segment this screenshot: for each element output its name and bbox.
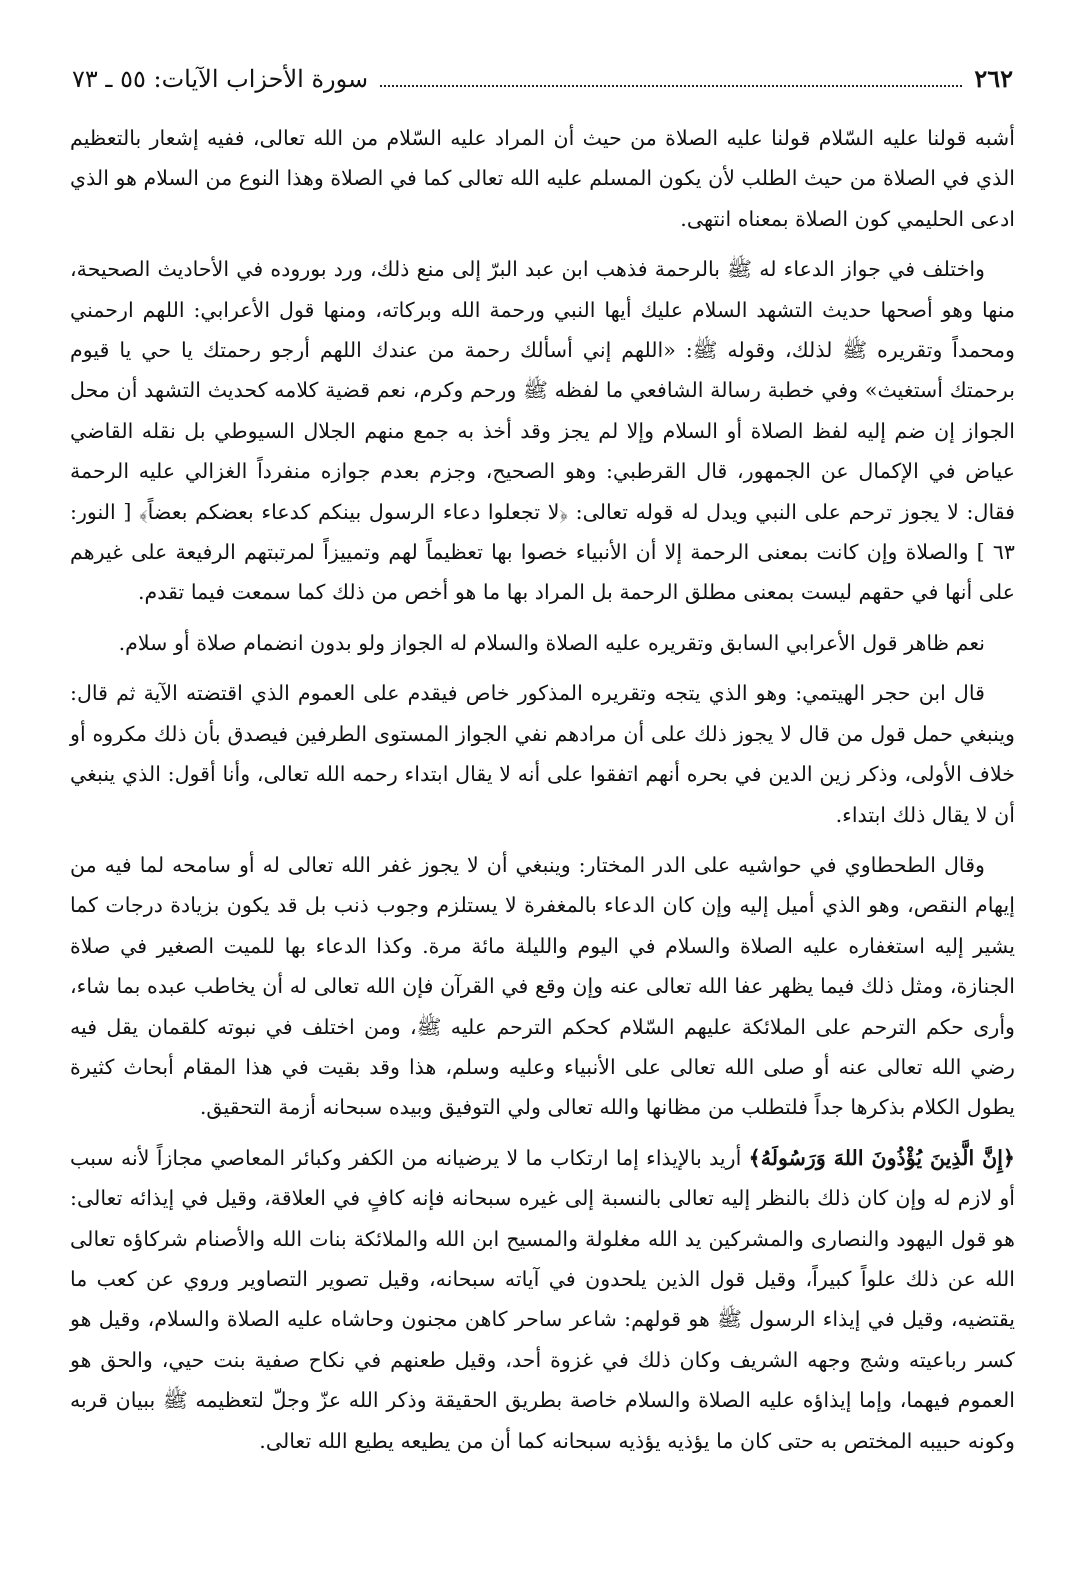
- page-number: ٢٦٢: [974, 64, 1013, 93]
- paragraph-4: قال ابن حجر الهيتمي: وهو الذي يتجه وتقريره المذكور خاص فيقدم على العموم الذي اقتضته الآية ثم قال: وينبغي حمل قول من قال لا يجوز ذلك على أن مرادهم نفي الجواز المستوى الطرفين فيصدق بأن ذلك مكروه أو خلاف الأولى، وذكر زين الدين في بحره أنهم اتفقوا على أنه لا يقال ابتداء رحمه الله تعالى، وأنا أقول: الذي ينبغي أن لا يقال ذلك ابتداء.: [70, 681, 1015, 827]
- paragraph-3: نعم ظاهر قول الأعرابي السابق وتقريره عليه الصلاة والسلام له الجواز ولو بدون انضمام صلاة أو سلام.: [118, 630, 985, 655]
- running-title: سورة الأحزاب الآيات: ٥٥ ـ ٧٣: [72, 65, 369, 93]
- quran-verse: ﴿إِنَّ الَّذِينَ يُؤْذُونَ اللهَ وَرَسُولَهُ﴾: [748, 1145, 1015, 1170]
- paragraph-5: وقال الطحطاوي في حواشيه على الدر المختار: وينبغي أن لا يجوز غفر الله تعالى له أو سامحه لما فيه من إيهام النقص، وهو الذي أميل إليه وإن كان الدعاء بالمغفرة لا يستلزم وجوب ذنب بل قد يكون بزيادة درجات كما يشير إليه استغفاره عليه الصلاة والسلام في اليوم والليلة مائة مرة. وكذا الدعاء بها للميت الصغير في صلاة الجنازة، ومثل ذلك فيما يظهر عفا الله تعالى عنه وإن وقع في القرآن فإن الله تعالى له أن يخاطب عبده بما شاء، وأرى حكم الترحم على الملائكة عليهم السّلام كحكم الترحم عليه ﷺ، ومن اختلف في نبوته كلقمان يقل فيه رضي الله تعالى عنه أو صلى الله تعالى على الأنبياء وعليه وسلم، هذا وقد بقيت في هذا المقام أبحاث كثيرة يطول الكلام بذكرها جداً فلتطلب من مظانها والله تعالى ولي التوفيق وبيده سبحانه أزمة التحقيق.: [70, 852, 1015, 1120]
- header-leader-dots: [380, 67, 962, 87]
- paragraph-2: واختلف في جواز الدعاء له ﷺ بالرحمة فذهب ابن عبد البرّ إلى منع ذلك، ورد بوروده في الأحاديث الصحيحة، منها وهو أصحها حديث التشهد السلام عليك أيها النبي ورحمة الله وبركاته، ومنها قول الأعرابي: اللهم ارحمني ومحمداً وتقريره ﷺ لذلك، وقوله ﷺ: «اللهم إني أسألك رحمة من عندك اللهم أرجو رحمتك يا حي يا قيوم برحمتك أستغيث» وفي خطبة رسالة الشافعي ما لفظه ﷺ ورحم وكرم، نعم قضية كلامه كحديث التشهد أن محل الجواز إن ضم إليه لفظ الصلاة أو السلام وإلا لم يجز وقد أخذ به جمع منهم الجلال السيوطي بل نقله القاضي عياض في الإكمال عن الجمهور، قال القرطبي: وهو الصحيح، وجزم بعدم جوازه منفرداً الغزالي عليه الرحمة فقال: لا يجوز ترحم على النبي ويدل له قوله تعالى: ﴿لا تجعلوا دعاء الرسول بينكم كدعاء بعضكم بعضاً﴾ [ النور: ٦٣ ] والصلاة وإن كانت بمعنى الرحمة إلا أن الأنبياء خصوا بها تعظيماً لهم وتمييزاً لمرتبتهم الرفيعة على غيرهم على أنها في حقهم ليست بمعنى مطلق الرحمة بل المراد بها ما هو أخص من ذلك كما سمعت فيما تقدم.: [70, 257, 1015, 605]
- paragraph-6: [70, 1138, 1015, 1461]
- paragraph-6-text: أريد بالإيذاء إما ارتكاب ما لا يرضيانه من الكفر وكبائر المعاصي مجازاً لأنه سبب أو لازم له وإن كان ذلك بالنظر إليه تعالى بالنسبة إلى غيره سبحانه فإنه كافٍ في العلاقة، وقيل في إيذائه تعالى: هو قول اليهود والنصارى والمشركين يد الله مغلولة والمسيح ابن الله والملائكة بنات الله والأصنام شركاؤه تعالى الله عن ذلك علواً كبيراً، وقيل قول الذين يلحدون في آياته سبحانه، وقيل تصوير التصاوير وروي عن كعب ما يقتضيه، وقيل في إيذاء الرسول ﷺ هو قولهم: شاعر ساحر كاهن مجنون وحاشاه عليه الصلاة والسلام، وقيل هو كسر رباعيته وشج وجهه الشريف وكان ذلك في غزوة أحد، وقيل طعنهم في نكاح صفية بنت حيي، والحق هو العموم فيهما، وإما إيذاؤه عليه الصلاة والسلام خاصة بطريق الحقيقة وذكر الله عزّ وجلّ لتعظيمه ﷺ ببيان قربه وكونه حبيبه المختص به حتى كان ما يؤذيه يؤذيه سبحانه كما أن من يطيعه يطيع الله تعالى.: [70, 1145, 1015, 1453]
- paragraph-1: أشبه قولنا عليه السّلام قولنا عليه الصلاة من حيث أن المراد عليه السّلام من الله تعالى، ففيه إشعار بالتعظيم الذي في الصلاة من حيث الطلب لأن يكون المسلم عليه الله تعالى كما في الصلاة وهذا النوع من السلام هو الذي ادعى الحليمي كون الصلاة بمعناه انتهى.: [70, 126, 1015, 231]
- page-body: [70, 118, 1015, 1471]
- page-header: [72, 64, 1013, 104]
